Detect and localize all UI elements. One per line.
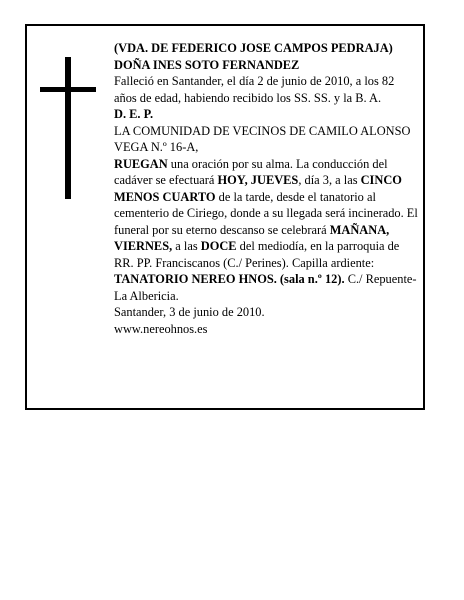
family-line: (VDA. DE FEDERICO JOSE CAMPOS PEDRAJA) — [114, 41, 393, 55]
bold-text-2: CINCO MENOS CUARTO — [114, 173, 402, 204]
community-line: LA COMUNIDAD DE VECINOS DE CAMILO ALONSO VEGA N.º 16-A, — [114, 123, 411, 154]
notice-body — [114, 156, 419, 305]
body-text-5: del mediodía, en la parroquia de RR. PP. Franciscanos (C./ Perines). Capilla ardiente: — [114, 239, 400, 270]
obituary-notice — [25, 24, 425, 410]
death-statement: Falleció en Santander, el día 2 de junio de 2010, a los 82 años de edad, habiendo recibido los SS. SS. y la B. A. — [114, 74, 395, 105]
cross-vertical-bar — [65, 57, 71, 199]
date-place: Santander, 3 de junio de 2010. — [114, 305, 265, 319]
notice-text — [114, 40, 419, 337]
deceased-name: DOÑA INES SOTO FERNANDEZ — [114, 57, 300, 72]
dep-label: D. E. P. — [114, 107, 154, 121]
body-text-1: una oración por su alma. La conducción del cadáver se efectuará — [114, 156, 388, 187]
bold-text-1: HOY, JUEVES — [217, 173, 299, 187]
body-text-6: C./ Repuente-La Albericia. — [114, 272, 417, 303]
bold-text-4: DOCE — [200, 239, 237, 253]
website-text: www.nereohnos.es — [114, 321, 208, 336]
body-text-3: de la tarde, desde el tanatorio al cementerio de Ciriego, donde a su llegada será incinerado. El funeral por su eterno descanso se celebrará — [114, 189, 418, 237]
body-text-2: , día 3, a las — [298, 173, 361, 187]
ruegan-text: RUEGAN — [114, 156, 168, 171]
cross-horizontal-bar — [40, 87, 96, 92]
bold-text-5: TANATORIO NEREO HNOS. (sala n.º 12). — [114, 272, 345, 286]
body-text-4: a las — [172, 239, 201, 253]
bold-text-3: MAÑANA, VIERNES, — [114, 222, 390, 253]
latin-cross-icon — [40, 57, 96, 199]
